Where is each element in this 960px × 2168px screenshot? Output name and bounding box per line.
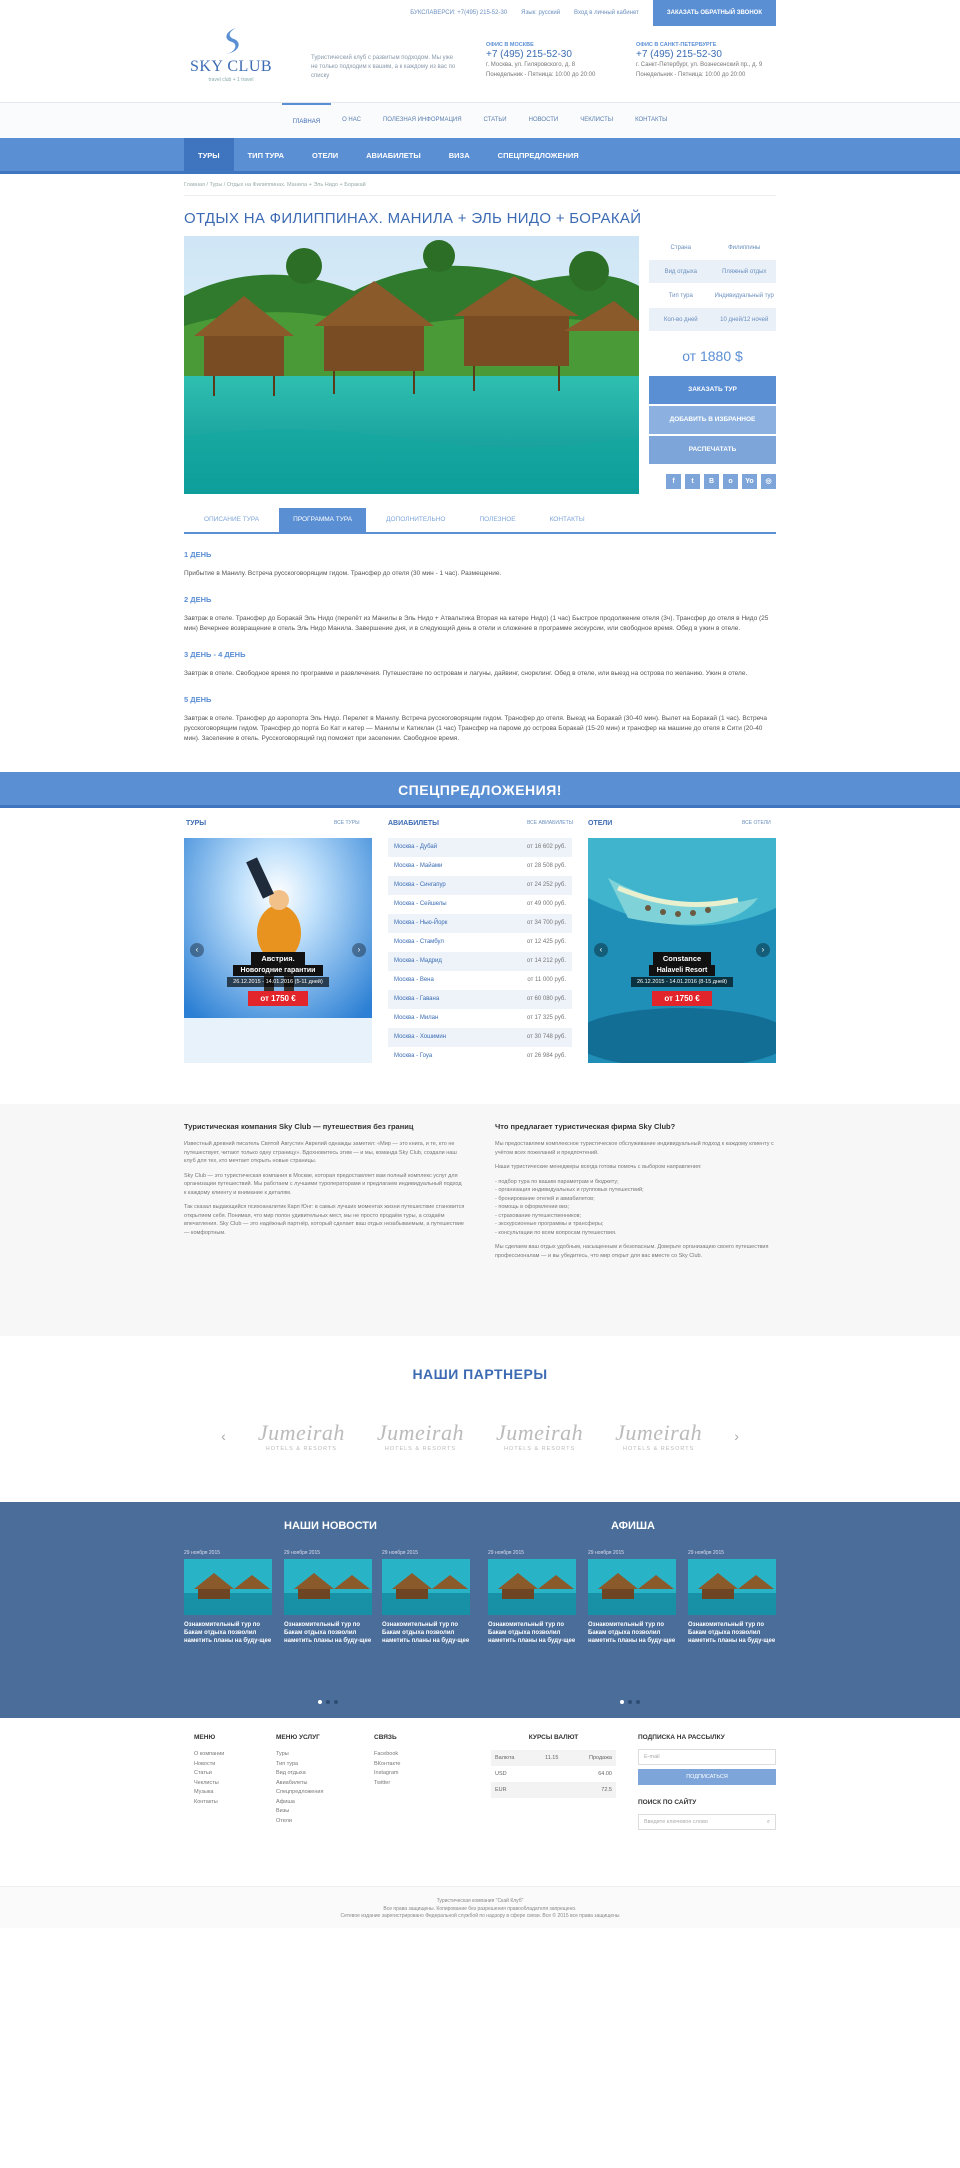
hotel-offer-image: [588, 838, 776, 1063]
flight-price: от 24 252 руб.: [526, 882, 566, 888]
flight-price: от 26 984 руб.: [526, 1053, 566, 1059]
tours-heading: ТУРЫ: [186, 820, 207, 827]
offers-paragraph: Мы сделаем ваш отдых удобным, насыщенным и безопасным. Доверьте организацию своего путешествия профессионалам — и вы убедитесь, что мир открыт для вас вместе со Sky Club.: [495, 1244, 769, 1259]
offer-price[interactable]: от 1750 €: [652, 991, 711, 1006]
footer-link[interactable]: Чеклисты: [194, 1779, 219, 1786]
search-input[interactable]: Введите ключевое слово ⌕: [638, 1814, 776, 1830]
tour-offer-card[interactable]: [184, 838, 372, 1063]
event-image: [488, 1559, 576, 1615]
all-tours-link[interactable]: ВСЕ ТУРЫ: [334, 820, 360, 826]
offer-dates: 26.12.2015 - 14.01.2016 (5-11 дней): [227, 977, 329, 987]
office-address: г. Москва, ул. Гиляровского, д. 8: [486, 62, 576, 68]
order-tour-button[interactable]: ЗАКАЗАТЬ ТУР: [649, 376, 776, 404]
flight-price: от 12 425 руб.: [526, 939, 566, 945]
all-hotels-link[interactable]: ВСЕ ОТЕЛИ: [742, 820, 771, 826]
news-image: [284, 1559, 372, 1615]
flight-row[interactable]: [388, 838, 572, 857]
nav-item-info[interactable]: ПОЛЕЗНАЯ ИНФОРМАЦИЯ: [382, 117, 462, 123]
offers-paragraph: Мы предоставляем комплексное туристическое обслуживание индивидуальный подход к каждому клиенту с учётом всех пожеланий и предпочтений.: [495, 1141, 774, 1156]
flight-route: Москва - Хошимин: [394, 1034, 447, 1040]
day-heading: 3 ДЕНЬ - 4 ДЕНЬ: [184, 650, 246, 659]
footer-contact: [374, 1734, 400, 1788]
param-value: 10 дней/12 ночей: [720, 316, 769, 323]
copyright-line: Туристическая компания "Скай Клуб": [436, 1898, 524, 1904]
office-address: г. Санкт-Петербург, ул. Вознесенский пр., д. 9: [636, 62, 763, 68]
all-flights-link[interactable]: ВСЕ АВИАБИЛЕТЫ: [527, 820, 574, 826]
offer-caption: [184, 952, 372, 1006]
flight-row[interactable]: [388, 876, 572, 895]
offer-caption: [588, 952, 776, 1006]
flight-route: Москва - Мадрид: [394, 958, 442, 964]
news-title: Ознакомительный тур по Бакам отдыха позволил наметить планы на буду-щее: [382, 1622, 470, 1644]
news-item[interactable]: [184, 1550, 272, 1645]
flight-row[interactable]: [388, 933, 572, 952]
news-date: 29 ноября 2015: [184, 1550, 221, 1556]
next-arrow-icon[interactable]: ›: [352, 943, 366, 957]
event-title: Ознакомительный тур по Бакам отдыха позволил наметить планы на буду-щее: [688, 1622, 776, 1644]
copyright: [0, 1886, 960, 1928]
footer-link[interactable]: Афиша: [276, 1798, 295, 1805]
top-bar: [0, 0, 960, 26]
event-date: 29 ноября 2015: [688, 1550, 725, 1556]
flight-route: Москва - Гоуа: [394, 1053, 433, 1059]
param-row: [649, 284, 776, 308]
footer-services: [276, 1734, 323, 1826]
tour-photo: [184, 236, 639, 494]
news-title: Ознакомительный тур по Бакам отдыха позволил наметить планы на буду-щее: [284, 1622, 372, 1644]
news-title: Ознакомительный тур по Бакам отдыха позволил наметить планы на буду-щее: [184, 1622, 272, 1644]
flight-route: Москва - Сингапур: [394, 882, 446, 888]
events-pagination[interactable]: [620, 1700, 640, 1704]
partners-heading: НАШИ ПАРТНЕРЫ: [412, 1366, 548, 1382]
offers-heading: Что предлагает туристическая фирма Sky Club?: [495, 1122, 676, 1131]
nav-item-contacts[interactable]: КОНТАКТЫ: [635, 117, 668, 123]
category-tour-type[interactable]: ТИП ТУРА: [247, 151, 285, 160]
news-item[interactable]: [284, 1550, 372, 1645]
prev-arrow-icon[interactable]: ‹: [594, 943, 608, 957]
rate-row: USD 64.00: [495, 1771, 612, 1777]
program-day: [184, 695, 776, 744]
logo-swirl-icon: [218, 26, 244, 56]
footer-link[interactable]: Instagram: [374, 1770, 399, 1776]
flight-route: Москва - Вена: [394, 977, 434, 983]
footer-services-heading: МЕНЮ УСЛУГ: [276, 1734, 320, 1741]
news-section: [0, 1502, 960, 1718]
about-column: [184, 1122, 465, 1266]
offer-country: Австрия.: [251, 952, 304, 965]
footer-link[interactable]: Новости: [194, 1760, 216, 1767]
specials-section: [184, 808, 776, 1098]
flight-row[interactable]: [388, 952, 572, 971]
header: [0, 26, 960, 102]
flight-price: от 28 508 руб.: [526, 863, 566, 869]
partner-logo[interactable]: Jumeirah HOTELS & RESORTS: [376, 1420, 464, 1452]
youtube-icon[interactable]: Yo: [742, 474, 757, 489]
office-hours: Понедельник - Пятница: 10:00 до 20:00: [636, 72, 746, 78]
footer-link[interactable]: Контакты: [194, 1798, 218, 1805]
offer-dates: 26.12.2015 - 14.01.2016 (8-15 дней): [631, 977, 733, 987]
vk-icon[interactable]: В: [704, 474, 719, 489]
param-value: Индивидуальный тур: [714, 292, 774, 299]
param-label: Вид отдыха: [664, 268, 697, 275]
day-text: Завтрак в отеле. Свободное время по программе и развлечения. Путешествие по островам и лагуны, дайвинг, снорклинг. Обед в отеле, или выезд на острова по желанию. Ужин в отеле.: [184, 670, 748, 677]
footer-contact-heading: СВЯЗЬ: [374, 1734, 397, 1741]
about-paragraph: Sky Club — это туристическая компания в Москве, которая предоставляет вам полный комплекс услуг для организации путешествий. Мы работаем с лучшими туроператорами и предлагаем индивидуальный подход к каждому клиенту и внимание к деталям.: [184, 1172, 462, 1196]
flight-route: Москва - Майами: [394, 863, 443, 869]
day-text: Завтрак в отеле. Трансфер до аэропорта Эль Нидо. Перелет в Манилу. Встреча русскоговорящим гидом. Трансфер до отеля. Выезд на Боракай (30-40 мин). Вылет на Боракай (1 час). Встреча русскоговорящим гидом. Трансфер до порта Бо Кат и катер — Манилы и Катиклан (1 час) Трансфер на пароме до острова Боракай (15-20 мин) и трансфер на машине до отеля в Сити (20-40 мин). Заселение в отель. Русскоговорящий гид поможет при заселении. Свободное время.: [184, 715, 767, 742]
subscribe-heading: ПОДПИСКА НА РАССЫЛКУ: [638, 1734, 725, 1741]
event-title: Ознакомительный тур по Бакам отдыха позволил наметить планы на буду-щее: [488, 1622, 576, 1644]
category-nav: [0, 138, 960, 174]
copyright-line: Все права защищены. Копирование без разрешения правообладателя запрещено.: [383, 1905, 577, 1912]
param-value: Пляжный отдых: [722, 268, 767, 275]
tab-program[interactable]: ПРОГРАММА ТУРА: [279, 508, 366, 532]
param-label: Кол-во дней: [663, 316, 698, 323]
odnoklassniki-icon[interactable]: о: [723, 474, 738, 489]
office-title: ОФИС В САНКТ-ПЕТЕРБУРГЕ: [636, 42, 717, 48]
main-nav: [0, 102, 960, 138]
social-share: [649, 474, 776, 489]
print-button[interactable]: РАСПЕЧАТАТЬ: [649, 436, 776, 464]
event-image: [688, 1559, 776, 1615]
footer-link[interactable]: ВКонтакте: [374, 1760, 401, 1767]
footer-menu-heading: МЕНЮ: [194, 1734, 216, 1741]
breadcrumb[interactable]: Главная / Туры / Отдых на Филиппинах. Манила + Эль Нидо + Боракай: [184, 174, 776, 196]
day-text: Завтрак в отеле. Трансфер до Боракай Эль Нидо (перелёт из Манилы в Эль Нидо + Атвальтика Вторая на катере Нидо) (1 час) Быстрое продолжение отеля (3ч). Трансфер до отеля в Нидо (25 мин) Вечернее возвращение в отель Эль Нидо Манила. Завершение дня, и в следующий день в отели и сложение в программе экскурсии, или свободное время. Обед в ужин в отеле.: [184, 615, 769, 632]
tour-photo-image: [184, 236, 639, 494]
event-title: Ознакомительный тур по Бакам отдыха позволил наметить планы на буду-щее: [588, 1622, 676, 1644]
flight-row[interactable]: [388, 1009, 572, 1028]
flight-route: Москва - Нью-Йорк: [394, 920, 448, 926]
flight-row[interactable]: [388, 1028, 572, 1047]
events-heading: АФИША: [611, 1520, 655, 1532]
logo-tagline: travel club + 1 travel: [208, 77, 254, 83]
search-heading: ПОИСК ПО САЙТУ: [638, 1799, 697, 1806]
chevron-right-icon[interactable]: ›: [734, 1428, 739, 1444]
footer-link[interactable]: Авиабилеты: [276, 1779, 308, 1786]
office-phone[interactable]: +7 (495) 215-52-30: [636, 49, 722, 60]
about-paragraph: Так сказал выдающийся психоаналитик Карл Юнг: в самых лучших моментах жизни путешествие становится открытием себя. Понимая, что мир полон удивительных мест, мы не просто продаём туры, а создаём впечатления. Sky Club — это надёжный партнёр, который сделает ваш отдых незабываемым, а путешествие — комфортным.: [184, 1204, 465, 1236]
rates-heading: КУРСЫ ВАЛЮТ: [528, 1734, 579, 1741]
office-title: ОФИС В МОСКВЕ: [486, 42, 534, 48]
email-input[interactable]: E-mail: [638, 1749, 776, 1765]
flight-route: Москва - Стамбул: [394, 939, 444, 945]
flight-row[interactable]: [388, 1047, 572, 1066]
footer-link[interactable]: Facebook: [374, 1751, 399, 1757]
callback-button[interactable]: ЗАКАЗАТЬ ОБРАТНЫЙ ЗВОНОК: [653, 0, 776, 26]
rate-row: EUR 72.5: [491, 1782, 616, 1798]
slogan: Туристический клуб с развитым подходом. Мы уже не только подходим к вашим, а к каждому из вас по списку: [311, 55, 456, 79]
add-favorite-button[interactable]: ДОБАВИТЬ В ИЗБРАННОЕ: [649, 406, 776, 434]
flight-row[interactable]: [388, 895, 572, 914]
specials-banner: СПЕЦПРЕДЛОЖЕНИЯ!: [0, 772, 960, 808]
footer-link[interactable]: О компании: [194, 1751, 225, 1757]
day-heading: 5 ДЕНЬ: [184, 695, 212, 704]
flights-list: [388, 838, 572, 1066]
next-arrow-icon[interactable]: ›: [756, 943, 770, 957]
currency-rates: [491, 1734, 616, 1798]
offer-price[interactable]: от 1750 €: [248, 991, 307, 1006]
subscribe-block: [638, 1734, 776, 1834]
footer-link[interactable]: Статьи: [194, 1770, 212, 1776]
flight-row[interactable]: [388, 971, 572, 990]
partners-carousel: [0, 1420, 960, 1452]
flight-price: от 60 080 руб.: [526, 996, 566, 1002]
footer-link[interactable]: Вид отдыха: [276, 1770, 306, 1776]
news-image: [184, 1559, 272, 1615]
program-day: [184, 650, 776, 679]
hotels-heading: ОТЕЛИ: [588, 820, 613, 827]
office-phone[interactable]: +7 (495) 215-52-30: [486, 49, 572, 60]
program-day: [184, 550, 776, 579]
footer: [0, 1718, 960, 1886]
param-row: [649, 308, 776, 332]
offer-hotel: Constance: [653, 952, 711, 965]
top-phone: БУКСЛАВЕРСИ: +7(495) 215-52-30: [410, 10, 508, 16]
footer-link[interactable]: Twitter: [374, 1779, 391, 1786]
tab-useful[interactable]: ПОЛЕЗНОЕ: [479, 516, 516, 523]
tour-tabs: [184, 508, 776, 534]
tour-hero: [184, 236, 776, 494]
chevron-left-icon[interactable]: ‹: [221, 1428, 226, 1444]
tab-additional[interactable]: ДОПОЛНИТЕЛЬНО: [386, 516, 446, 523]
offers-column: [495, 1122, 776, 1266]
tab-contacts[interactable]: КОНТАКТЫ: [549, 516, 585, 523]
flight-price: от 49 000 руб.: [526, 901, 566, 907]
category-flights[interactable]: АВИАБИЛЕТЫ: [366, 151, 421, 160]
flight-price: от 30 748 руб.: [526, 1034, 566, 1040]
day-heading: 1 ДЕНЬ: [184, 550, 212, 559]
instagram-icon[interactable]: ◎: [761, 474, 776, 489]
event-item[interactable]: [588, 1550, 676, 1645]
event-item[interactable]: [688, 1550, 776, 1645]
footer-link[interactable]: Туры: [276, 1751, 289, 1757]
flight-route: Москва - Дубай: [394, 844, 438, 850]
program-day: [184, 595, 776, 634]
news-date: 29 ноября 2015: [382, 1550, 419, 1556]
nav-item-news[interactable]: НОВОСТИ: [528, 117, 559, 123]
flight-route: Москва - Милан: [394, 1015, 439, 1021]
flight-route: Москва - Сейшелы: [394, 901, 447, 907]
param-label: Тип тура: [668, 292, 693, 299]
about-section: [0, 1104, 960, 1336]
partner-logo[interactable]: Jumeirah HOTELS & RESORTS: [615, 1420, 703, 1452]
footer-link[interactable]: Музыка: [194, 1789, 214, 1795]
nav-item-checklists[interactable]: ЧЕКЛИСТЫ: [580, 117, 614, 123]
office-moscow: [486, 40, 606, 80]
partners-section: [0, 1336, 960, 1502]
param-row: [649, 236, 776, 260]
facebook-icon[interactable]: f: [666, 474, 681, 489]
news-image: [382, 1559, 470, 1615]
flight-row[interactable]: [388, 990, 572, 1009]
footer-link[interactable]: Отели: [276, 1817, 292, 1824]
news-item[interactable]: [382, 1550, 470, 1645]
flight-price: от 17 325 руб.: [526, 1015, 566, 1021]
event-date: 29 ноября 2015: [488, 1550, 525, 1556]
partner-logo[interactable]: Jumeirah HOTELS & RESORTS: [257, 1420, 345, 1452]
event-image: [588, 1559, 676, 1615]
flight-price: от 16 602 руб.: [526, 844, 566, 850]
category-visa[interactable]: ВИЗА: [448, 151, 470, 160]
event-date: 29 ноября 2015: [588, 1550, 625, 1556]
office-spb: [636, 40, 776, 80]
tour-offer-image: [184, 838, 372, 1063]
language-select[interactable]: Язык: русский: [521, 10, 561, 16]
copyright-line: Сетевое издание зарегистрировано Федеральной службой по надзору в сфере связи. Все © 2015 все права защищены: [340, 1913, 620, 1919]
nav-item-home[interactable]: ГЛАВНАЯ: [282, 103, 332, 139]
flight-price: от 34 700 руб.: [526, 920, 566, 926]
tour-price: от 1880 $: [682, 348, 743, 364]
flight-route: Москва - Гавана: [394, 996, 440, 1002]
partner-logo[interactable]: Jumeirah HOTELS & RESORTS: [496, 1420, 584, 1452]
day-text: Прибытие в Манилу. Встреча русскоговорящим гидом. Трансфер до отеля (30 мин - 1 час). Размещение.: [184, 570, 502, 577]
param-row: [649, 260, 776, 284]
category-specials[interactable]: СПЕЦПРЕДЛОЖЕНИЯ: [497, 151, 579, 160]
category-tours[interactable]: ТУРЫ: [184, 138, 234, 174]
category-hotels[interactable]: ОТЕЛИ: [312, 151, 339, 160]
flight-row[interactable]: [388, 857, 572, 876]
tour-sidebar: [649, 236, 776, 489]
flights-heading: АВИАБИЛЕТЫ: [388, 820, 439, 827]
param-label: Страна: [670, 244, 691, 251]
logo[interactable]: [184, 26, 278, 83]
news-pagination[interactable]: [318, 1700, 338, 1704]
offers-paragraph: Наши туристические менеджеры всегда готовы помочь с выбором направления:: [495, 1164, 702, 1170]
search-icon[interactable]: ⌕: [766, 1819, 770, 1825]
tour-params: [649, 236, 776, 332]
param-value: Филиппины: [728, 244, 761, 251]
nav-item-articles[interactable]: СТАТЬИ: [483, 117, 507, 123]
footer-menu: [194, 1734, 224, 1807]
offers-list: - подбор тура по вашим параметрам и бюджету; - организация индивидуальных и групповых путешествий; - бронирование отелей и авиабилетов; - помощь в оформлении виз; - страхование путешественников; - экскурсионные программы и трансферы; - консультации по всем вопросам путешествия.: [495, 1178, 644, 1236]
hotel-offer-card[interactable]: [588, 838, 776, 1063]
footer-link[interactable]: Визы: [276, 1808, 290, 1814]
about-paragraph: Известный древний писатель Святой Августин Аврелий однажды заметил: «Мир — это книга, и те, кто не путешествует, читают только одну страницу». Вдохновитесь этим — и мы, команда Sky Club, создали наш клуб для тех, кто мечтает открыть новые страницы.: [184, 1141, 457, 1164]
page-title: ОТДЫХ НА ФИЛИППИНАХ. МАНИЛА + ЭЛЬ НИДО + БОРАКАЙ: [184, 210, 642, 227]
subscribe-button[interactable]: ПОДПИСАТЬСЯ: [638, 1769, 776, 1785]
event-item[interactable]: [488, 1550, 576, 1645]
offer-title: Halaveli Resort: [649, 965, 716, 976]
flight-price: от 11 000 руб.: [527, 977, 566, 983]
flight-row[interactable]: [388, 914, 572, 933]
account-link[interactable]: Вход в личный кабинет: [574, 10, 639, 16]
flight-price: от 14 212 руб.: [526, 958, 566, 964]
tab-description[interactable]: ОПИСАНИЕ ТУРА: [204, 516, 260, 523]
rate-row: Валюта 11.15 Продажа: [491, 1750, 616, 1766]
offer-title: Новогодние гарантии: [233, 965, 324, 976]
footer-link[interactable]: Тип тура: [276, 1760, 299, 1767]
logo-name: SKY CLUB: [189, 58, 273, 75]
prev-arrow-icon[interactable]: ‹: [190, 943, 204, 957]
office-hours: Понедельник - Пятница: 10:00 до 20:00: [486, 72, 596, 78]
about-heading: Туристическая компания Sky Club — путешествия без границ: [184, 1122, 414, 1131]
day-heading: 2 ДЕНЬ: [184, 595, 212, 604]
footer-link[interactable]: Спецпредложения: [276, 1789, 324, 1795]
nav-item-about[interactable]: О НАС: [342, 117, 361, 123]
news-heading: НАШИ НОВОСТИ: [284, 1520, 377, 1532]
twitter-icon[interactable]: t: [685, 474, 700, 489]
tour-program: [184, 550, 776, 744]
news-date: 29 ноября 2015: [284, 1550, 321, 1556]
